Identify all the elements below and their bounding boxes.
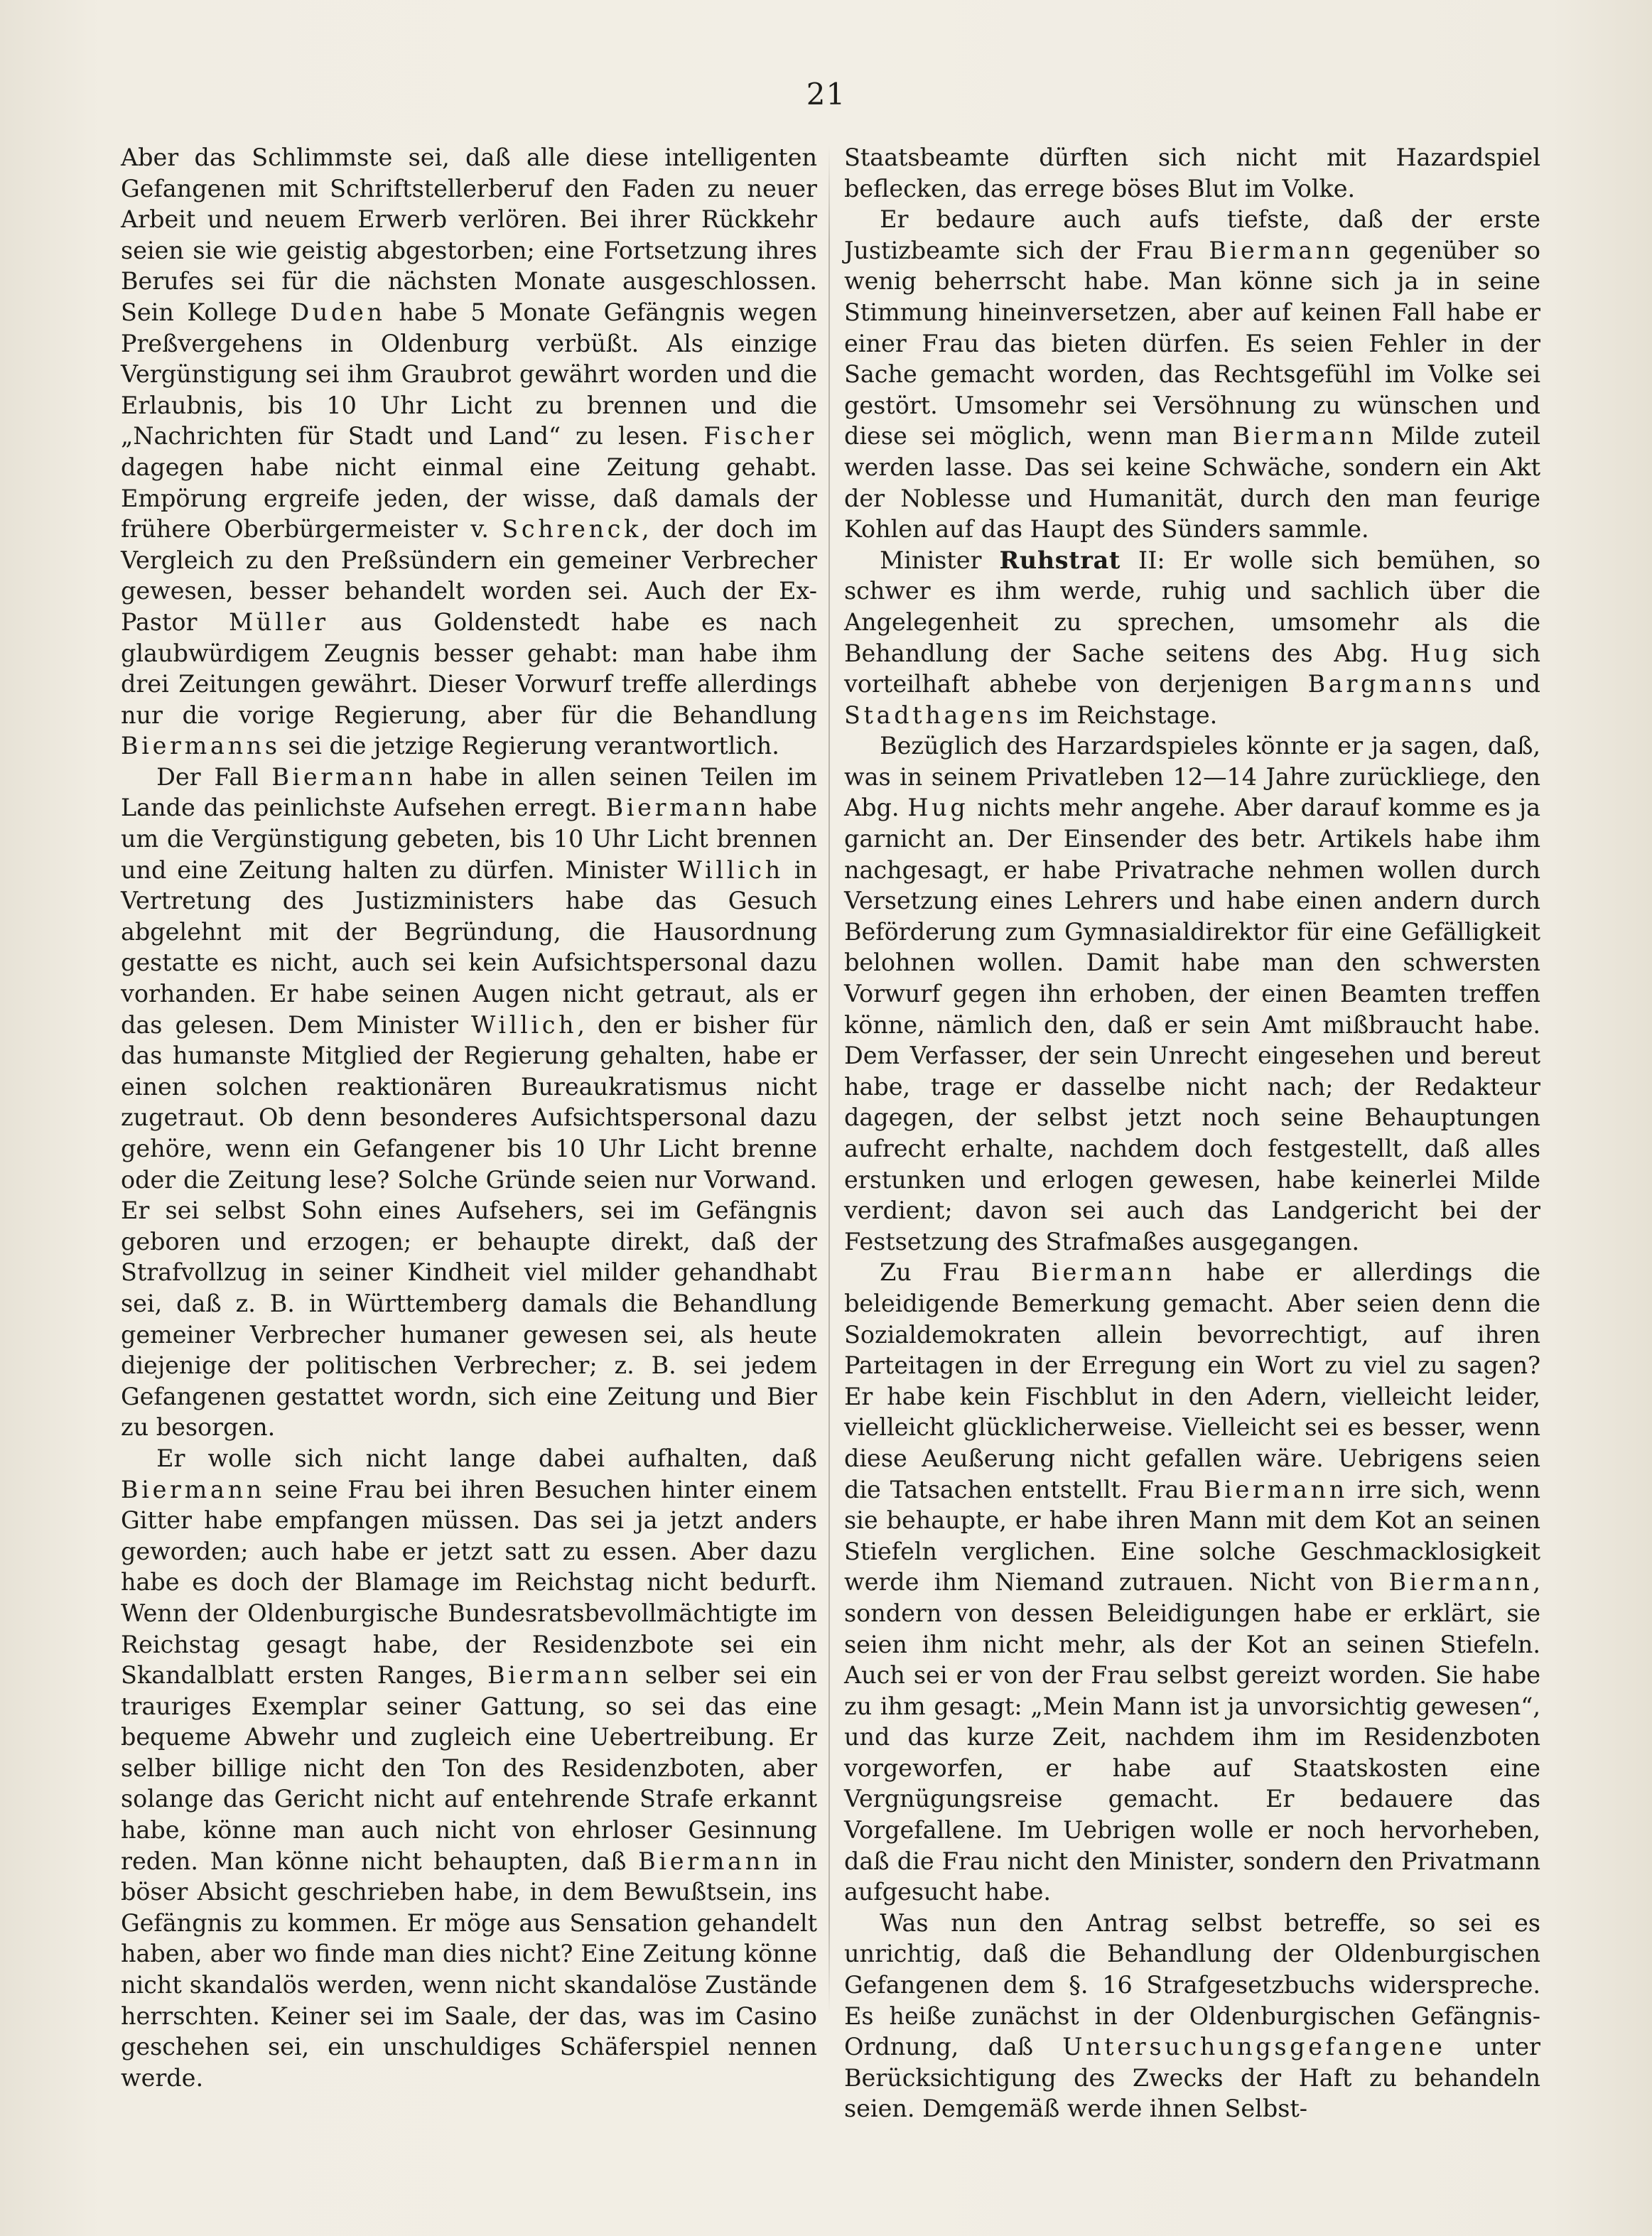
spaced-name: Biermann [1209, 236, 1354, 264]
spaced-name: Müller [228, 607, 329, 636]
spaced-name: Biermann [1388, 1568, 1533, 1597]
paragraph: Was nun den Antrag selbst betreffe, so sei es unrichtig, daß die Behandlung der Oldenburgischen Gefangenen dem §. 16 Strafgesetzbuchs widerspreche. Es heiße zunächst in der Oldenburgischen Gefängnis-Ordnung, daß Untersuchungsgefangene unter Berücksichtigung des Zwecks der Haft zu behandeln seien. Demgemäß werde ihnen Selbst- [844, 1908, 1541, 2123]
spaced-name: Biermann [121, 1475, 265, 1503]
spaced-name: Schrenck [502, 515, 642, 544]
spaced-name: Biermann [271, 762, 416, 791]
paragraph: Zu Frau Biermann habe er allerdings die beleidigende Bemerkung gemacht. Aber seien denn die Sozialdemokraten allein bevorrechtigt, auf ihren Parteitagen in der Erregung ein Wort zu viel zu sagen? Er habe kein Fischblut in den Adern, vielleicht leider, vielleicht glücklicherweise. Vielleicht sei es besser, wenn diese Aeußerung nicht gefallen wäre. Uebrigens seien die Tatsachen entstellt. Frau Biermann irre sich, wenn sie behaupte, er habe ihren Mann mit dem Kot an seinen Stiefeln verglichen. Eine solche Geschmacklosigkeit werde ihm Niemand zutrauen. Nicht von Biermann, sondern von dessen Beleidigungen habe er erklärt, sie seien ihm nicht mehr, als der Kot an seinen Stiefeln. Auch sei er von der Frau selbst gereizt worden. Sie habe zu ihm gesagt: „Mein Mann ist ja unvorsichtig gewesen“, und das kurze Zeit, nachdem ihm im Residenzboten vorgeworfen, er habe auf Staatskosten eine Vergnügungsreise gemacht. Er bedauere das Vorgefallene. Im Uebrigen wolle er noch hervorheben, daß die Frau nicht den Minister, sondern den Privatmann aufgesucht habe. [844, 1258, 1540, 1906]
spaced-name: Biermann [1030, 1258, 1175, 1287]
page-number: 21 [806, 77, 846, 112]
left-column [121, 142, 817, 2093]
paragraph: Bezüglich des Harzardspieles könnte er ja sagen, daß, was in seinem Privatleben 12—14 Jahre zurückliege, den Abg. Hug nichts mehr angehe. Aber darauf komme es ja garnicht an. Der Einsender des betr. Artikels habe ihm nachgesagt, er habe Privatrache nehmen wollen durch Versetzung eines Lehrers und habe einen andern durch Beförderung zum Gymnasialdirektor für eine Gefälligkeit belohnen wollen. Damit habe man den schwersten Vorwurf gegen ihn erhoben, der einen Beamten treffen könne, nämlich den, daß er sein Amt mißbraucht habe. Dem Verfasser, der sein Unrecht eingesehen und bereut habe, trage er dasselbe nicht nach; der Redakteur dagegen, der selbst jetzt noch seine Behauptungen aufrecht erhalte, nachdem doch festgestellt, daß alles erstunken und erlogen gewesen, habe keinerlei Milde verdient; davon sei auch das Landgericht bei der Festsetzung des Strafmaßes ausgegangen. [844, 732, 1540, 1255]
right-column [844, 142, 1540, 2124]
spaced-name: Hug [907, 794, 969, 822]
spaced-name: Stadthagens [844, 701, 1032, 729]
spaced-name: Biermann [487, 1661, 632, 1690]
spaced-name: Hug [1410, 639, 1472, 667]
paragraph: Der Fall Biermann habe in allen seinen Teilen im Lande das peinlichste Aufsehen erregt. Biermann habe um die Vergünstigung gebeten, bis 10 Uhr Licht brennen und eine Zeitung halten zu dürfen. Minister Willich in Vertretung des Justizministers habe das Gesuch abgelehnt mit der Begründung, die Hausordnung gestatte es nicht, auch sei kein Aufsichtspersonal dazu vorhanden. Er habe seinen Augen nicht getraut, als er das gelesen. Dem Minister Willich, den er bisher für das humanste Mitglied der Regierung gehalten, habe er einen solchen reaktionären Bureaukratismus nicht zugetraut. Ob denn besonderes Aufsichtspersonal dazu gehöre, wenn ein Gefangener bis 10 Uhr Licht brenne oder die Zeitung lese? Solche Gründe seien nur Vorwand. Er sei selbst Sohn eines Aufsehers, sei im Gefängnis geboren und erzogen; er behaupte direkt, daß der Strafvollzug in seiner Kindheit viel milder gehandhabt sei, daß z. B. in Württemberg damals die Behandlung gemeiner Verbrecher humaner gewesen sei, als heute diejenige der politischen Verbrecher; z. B. sei jedem Gefangenen gestattet wordn, sich eine Zeitung und Bier zu besorgen. [121, 762, 817, 1442]
spaced-name: Willich [677, 855, 784, 884]
spaced-name: Biermann [605, 794, 750, 822]
spaced-name: Biermann [1203, 1475, 1348, 1503]
paragraph: Er wolle sich nicht lange dabei aufhalten, daß Biermann seine Frau bei ihren Besuchen hinter einem Gitter habe empfangen müssen. Das sei ja jetzt anders geworden; auch habe er jetzt satt zu essen. Aber dazu habe es doch der Blamage im Reichstag nicht bedurft. Wenn der Oldenburgische Bundesratsbevollmächtigte im Reichstag gesagt habe, der Residenzbote sei ein Skandalblatt ersten Ranges, Biermann selber sei ein trauriges Exemplar seiner Gattung, so sei das eine bequeme Abwehr und zugleich eine Uebertreibung. Er selber billige nicht den Ton des Residenzboten, aber solange das Gericht nicht auf entehrende Strafe erkannt habe, könne man auch nicht von ehrloser Gesinnung reden. Man könne nicht behaupten, daß Biermann in böser Absicht geschrieben habe, in dem Bewußtsein, ins Gefängnis zu kommen. Er möge aus Sensation gehandelt haben, aber wo finde man dies nicht? Eine Zeitung könne nicht skandalös werden, wenn nicht skandalöse Zustände herrschten. Keiner sei im Saale, der das, was im Casino geschehen sei, ein unschuldiges Schäferspiel nennen werde. [121, 1444, 817, 2092]
paragraph: Minister Ruhstrat II: Er wolle sich bemühen, so schwer es ihm werde, ruhig und sachlich über die Angelegenheit zu sprechen, umsomehr als die Behandlung der Sache seitens des Abg. Hug sich vorteilhaft abhebe von derjenigen Bargmanns und Stadthagens im Reichstage. [844, 546, 1540, 729]
spaced-name: Fischer [703, 422, 817, 450]
bold-name: Ruhstrat [999, 546, 1121, 574]
paragraph: Aber das Schlimmste sei, daß alle diese intelligenten Gefangenen mit Schriftstellerberuf den Faden zu neuer Arbeit und neuem Erwerb verlören. Bei ihrer Rückkehr seien sie wie geistig abgestorben; eine Fortsetzung ihres Berufes sei für die nächsten Monate ausgeschlossen. Sein Kollege Duden habe 5 Monate Gefängnis wegen Preßvergehens in Oldenburg verbüßt. Als einzige Vergünstigung sei ihm Graubrot gewährt worden und die Erlaubnis, bis 10 Uhr Licht zu brennen und die „Nachrichten für Stadt und Land“ zu lesen. Fischer dagegen habe nicht einmal eine Zeitung gehabt. Empörung ergreife jeden, der wisse, daß damals der frühere Oberbürgermeister v. Schrenck, der doch im Vergleich zu den Preßsündern ein gemeiner Verbrecher gewesen, besser behandelt worden sei. Auch der Ex-Pastor Müller aus Goldenstedt habe es nach glaubwürdigem Zeugnis besser gehabt: man habe ihm drei Zeitungen gewährt. Dieser Vorwurf treffe allerdings nur die vorige Regierung, aber für die Behandlung Biermanns sei die jetzige Regierung verantwortlich. [121, 144, 818, 760]
paragraph: Er bedaure auch aufs tiefste, daß der erste Justizbeamte sich der Frau Biermann gegenüber so wenig beherrscht habe. Man könne sich ja in seine Stimmung hineinversetzen, aber auf keinen Fall habe er einer Frau das bieten dürfen. Es seien Fehler in der Sache gemacht worden, das Rechtsgefühl im Volke sei gestört. Umsomehr sei Versöhnung zu wünschen und diese sei möglich, wenn man Biermann Milde zuteil werden lasse. Das sei keine Schwäche, sondern ein Akt der Noblesse und Humanität, durch den man feurige Kohlen auf das Haupt des Sünders sammle. [844, 205, 1541, 544]
spaced-name: Untersuchungsgefangene [1062, 2033, 1446, 2061]
spaced-name: Biermanns [121, 732, 281, 760]
spaced-name: Biermann [1232, 422, 1377, 450]
paragraph: Staatsbeamte dürften sich nicht mit Hazardspiel beflecken, das errege böses Blut im Volke. [844, 144, 1540, 202]
spaced-name: Willich [470, 1010, 578, 1039]
spaced-name: Biermann [638, 1847, 783, 1875]
spaced-name: Duden [290, 298, 386, 326]
spaced-name: Bargmanns [1307, 670, 1476, 698]
column-divider [828, 146, 830, 2014]
